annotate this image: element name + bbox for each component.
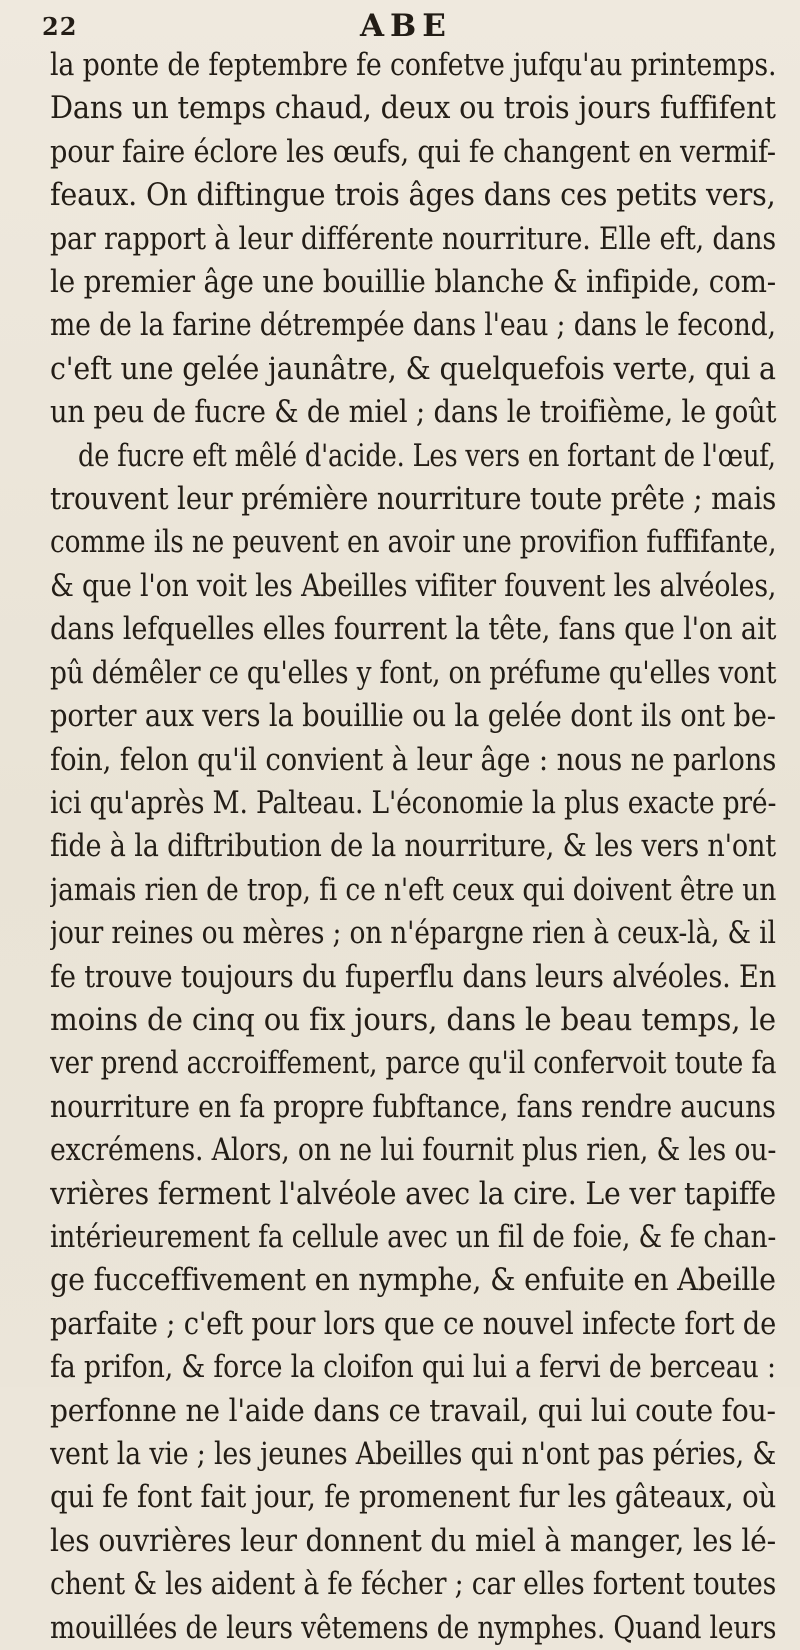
text-line-content: ici qu'après M. Palteau. L'économie la plus exacte pré-: [50, 784, 777, 821]
text-line-content: jamais rien de trop, fi ce n'eft ceux qui doivent être un: [50, 871, 777, 908]
text-line-content: & que l'on voit les Abeilles vifiter fouvent les alvéoles,: [50, 567, 777, 604]
text-line: [50, 1476, 778, 1519]
text-line: [50, 1173, 778, 1216]
page-number: 22: [42, 12, 78, 41]
text-line-content: dans lefquelles elles fourrent la tête, fans que l'on ait: [50, 611, 777, 648]
text-line: [50, 565, 778, 608]
text-line: [50, 1216, 778, 1259]
text-line-content: pour faire éclore les œufs, qui fe changent en vermif-: [50, 133, 776, 170]
text-line-content: par rapport à leur différente nourriture. Elle eft, dans: [50, 220, 777, 257]
text-line-content: fa prifon, & force la cloifon qui lui a fervi de berceau :: [50, 1349, 776, 1386]
text-line-content: ge fucceffivement en nymphe, & enfuite en Abeille: [50, 1262, 776, 1299]
text-line-content: c'eft une gelée jaunâtre, & quelquefois verte, qui a: [50, 350, 776, 387]
text-line: [50, 1563, 778, 1606]
text-line: [50, 739, 778, 782]
text-line: [50, 44, 778, 87]
text-line: [50, 608, 778, 651]
text-line: [50, 435, 778, 478]
text-line-content: excrémens. Alors, on ne lui fournit plus rien, & les ou-: [50, 1132, 777, 1169]
text-line-content: fe trouve toujours du fuperflu dans leurs alvéoles. En: [50, 958, 777, 995]
text-line-content: intérieurement fa cellule avec un fil de foie, & fe chan-: [50, 1218, 777, 1255]
text-line-content: fide à la diftribution de la nourriture, & les vers n'ont: [50, 828, 777, 865]
text-line: [50, 391, 778, 434]
text-line: [50, 695, 778, 738]
text-line: [50, 218, 778, 261]
running-head-title: ABE: [360, 8, 452, 44]
text-line-content: chent & les aident à fe fécher ; car elles fortent toutes: [50, 1566, 777, 1603]
text-line: [50, 304, 778, 347]
text-line-content: jour reines ou mères ; on n'épargne rien à ceux-là, & il: [50, 915, 776, 952]
text-line-content: parfaite ; c'eft pour lors que ce nouvel infecte fort de: [50, 1305, 777, 1342]
text-line: [50, 1303, 778, 1346]
text-line: [50, 999, 778, 1042]
text-line: [50, 782, 778, 825]
text-line: [50, 956, 778, 999]
text-line: [50, 1346, 778, 1389]
text-line: [50, 521, 778, 564]
text-line-content: de fucre eft mêlé d'acide. Les vers en fortant de l'œuf,: [78, 437, 776, 474]
text-line: [50, 1086, 778, 1129]
running-head: [42, 8, 778, 44]
text-line: [50, 869, 778, 912]
text-line-content: moins de cinq ou fix jours, dans le beau temps, le: [50, 1001, 776, 1038]
text-line: [50, 1042, 778, 1085]
text-line-content: la ponte de feptembre fe confetve jufqu'au printemps.: [50, 47, 777, 83]
text-line: [50, 174, 778, 217]
text-line: [50, 348, 778, 391]
body-text: [50, 44, 778, 1650]
text-line-content: feaux. On diftingue trois âges dans ces petits vers,: [50, 177, 776, 214]
text-line-content: Dans un temps chaud, deux ou trois jours fuffifent: [50, 90, 776, 127]
text-line: [50, 131, 778, 174]
text-line: [50, 478, 778, 521]
text-line: [50, 1520, 778, 1563]
text-line-content: perfonne ne l'aide dans ce travail, qui lui coute fou-: [50, 1392, 776, 1429]
text-line: [50, 825, 778, 868]
text-line: [50, 1433, 778, 1476]
text-line-content: le premier âge une bouillie blanche & infipide, com-: [50, 264, 777, 301]
text-line-content: mouillées de leurs vêtemens de nymphes. Quand leurs: [50, 1609, 777, 1646]
text-line: [50, 1129, 778, 1172]
text-line-content: porter aux vers la bouillie ou la gelée dont ils ont be-: [50, 698, 776, 735]
text-line: [50, 1259, 778, 1302]
text-line: [50, 912, 778, 955]
text-line-content: pû démêler ce qu'elles y font, on préfume qu'elles vont: [50, 654, 777, 691]
text-line-content: vrières ferment l'alvéole avec la cire. Le ver tapiffe: [50, 1175, 776, 1212]
text-line-content: trouvent leur prémière nourriture toute prête ; mais: [50, 481, 777, 518]
text-line-content: foin, felon qu'il convient à leur âge : nous ne parlons: [50, 741, 777, 778]
text-line: [50, 261, 778, 304]
text-line-content: un peu de fucre & de miel ; dans le troifième, le goût: [50, 394, 777, 431]
text-line-content: me de la farine détrempée dans l'eau ; dans le fecond,: [50, 307, 776, 344]
text-line-content: vent la vie ; les jeunes Abeilles qui n'ont pas péries, &: [50, 1436, 777, 1472]
text-line-content: qui fe font fait jour, fe promenent fur les gâteaux, où: [50, 1479, 777, 1516]
text-line: [50, 1390, 778, 1433]
text-line-content: nourriture en fa propre fubftance, fans rendre aucuns: [50, 1088, 776, 1125]
text-line: [50, 87, 778, 130]
text-line-content: comme ils ne peuvent en avoir une provifion fuffifante,: [50, 524, 777, 561]
text-line-content: ver prend accroiffement, parce qu'il confervoit toute fa: [50, 1045, 777, 1082]
text-line: [50, 652, 778, 695]
text-line: [50, 1607, 778, 1650]
text-line-content: les ouvrières leur donnent du miel à manger, les lé-: [50, 1522, 776, 1559]
